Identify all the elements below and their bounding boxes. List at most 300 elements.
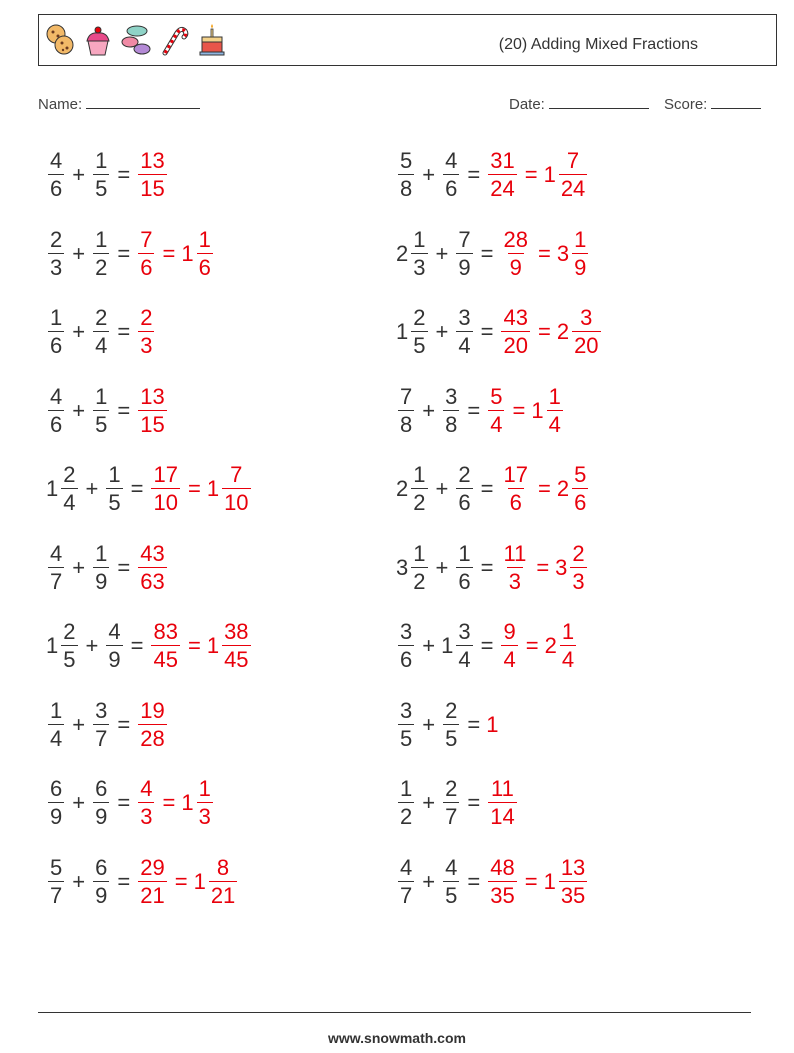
- plus-sign: +: [422, 633, 436, 658]
- addend-b-denominator: 6: [458, 568, 471, 594]
- answer-improper-numerator: 83: [153, 619, 178, 644]
- addend-b-denominator: 4: [458, 647, 471, 672]
- answer-improper-fraction: [151, 464, 179, 514]
- addend-b-mixed-number: [441, 854, 461, 908]
- answer-simplified-whole: 1: [543, 162, 556, 187]
- addend-a-denominator: 2: [400, 804, 413, 829]
- name-label: Name:: [38, 96, 83, 113]
- problem-4: [396, 224, 590, 284]
- answer-improper-numerator: 11: [503, 540, 527, 566]
- addend-a-mixed-number: [396, 778, 416, 828]
- answer-improper-fraction: [138, 383, 166, 437]
- answer-simplified-numerator: 1: [548, 383, 561, 409]
- addend-b-fraction: [443, 778, 459, 828]
- answer-simplified-mixed-number: [543, 854, 590, 908]
- addend-a-mixed-number: [396, 383, 416, 437]
- cupcake-icon: [83, 23, 113, 57]
- addend-a-denominator: 7: [50, 882, 63, 908]
- addend-b-fraction: [456, 307, 472, 357]
- addend-a-fraction: [48, 778, 64, 828]
- addend-b-denominator: 4: [95, 333, 108, 358]
- answer-equals-sign: =: [162, 790, 176, 815]
- answer-improper-numerator: 4: [140, 776, 153, 801]
- addend-b-fraction: [93, 697, 109, 751]
- addend-b-mixed-number: [454, 464, 474, 514]
- problem-12: [396, 538, 589, 598]
- plus-sign: +: [72, 711, 86, 737]
- answer-simplified-mixed-number: [557, 307, 603, 357]
- addend-b-mixed-number: [441, 697, 461, 751]
- addend-a-fraction: [411, 540, 427, 594]
- answer-simplified-denominator: 3: [572, 568, 585, 594]
- addend-a-numerator: 1: [50, 697, 63, 723]
- addend-a-denominator: 3: [413, 254, 426, 280]
- addend-b-mixed-number: [91, 307, 111, 357]
- problem-11: [46, 538, 169, 598]
- answer: [136, 307, 156, 357]
- answer-improper-fraction: [488, 383, 504, 437]
- answer-equals-sign: =: [524, 162, 538, 187]
- equals-sign: =: [117, 711, 131, 737]
- answer-improper-numerator: 11: [491, 776, 514, 801]
- answer-simplified-numerator: 1: [198, 776, 211, 801]
- problem-6: [396, 302, 603, 362]
- addend-b-denominator: 8: [445, 411, 458, 437]
- answer-improper-denominator: 4: [503, 647, 516, 672]
- answer: [486, 383, 565, 437]
- addend-b-numerator: 1: [95, 226, 108, 252]
- answer-simplified-fraction: [572, 464, 588, 514]
- problem-1: [46, 145, 169, 205]
- addend-b-fraction: [443, 697, 459, 751]
- addend-a-numerator: 1: [400, 776, 413, 801]
- addend-a-numerator: 5: [400, 148, 413, 173]
- answer-simplified-denominator: 6: [574, 490, 587, 515]
- answer-improper-mixed-number: [136, 697, 168, 751]
- plus-sign: +: [435, 240, 449, 266]
- answer-improper-fraction: [138, 854, 166, 908]
- answer-improper-denominator: 20: [503, 333, 528, 358]
- answer: [499, 540, 588, 594]
- addend-a-denominator: 5: [400, 725, 413, 751]
- equals-sign: =: [467, 711, 481, 737]
- answer-improper-mixed-number: [136, 307, 156, 357]
- answer-simplified-whole: 2: [556, 319, 570, 344]
- addend-a-fraction: [48, 150, 64, 200]
- answer-improper-numerator: 19: [140, 697, 165, 723]
- addend-a-fraction: [48, 854, 64, 908]
- addend-a-denominator: 2: [413, 568, 426, 594]
- answer-improper-mixed-number: [136, 383, 168, 437]
- equals-sign: =: [130, 476, 144, 501]
- addend-b-mixed-number: [104, 621, 124, 671]
- addend-b-whole: 1: [441, 633, 454, 658]
- problem-8: [396, 381, 565, 441]
- answer-equals-sign: =: [174, 868, 188, 894]
- answer-simplified-mixed-number: [544, 150, 590, 200]
- problem-18: [396, 773, 519, 833]
- problem-16: [396, 695, 498, 755]
- answer-improper-numerator: 13: [140, 383, 165, 409]
- answer-simplified-denominator: 10: [224, 490, 249, 515]
- name-blank[interactable]: [86, 94, 200, 109]
- plus-sign: +: [435, 476, 449, 501]
- addend-b-denominator: 6: [458, 490, 471, 515]
- answer-improper-fraction: [501, 464, 529, 514]
- equals-sign: =: [467, 162, 481, 187]
- addend-a-numerator: 2: [50, 226, 63, 252]
- answer-improper-denominator: 6: [140, 254, 153, 280]
- answer-improper-mixed-number: [499, 464, 531, 514]
- addend-a-denominator: 8: [400, 176, 413, 201]
- problem-19: [46, 852, 239, 912]
- addend-b-fraction: [106, 621, 122, 671]
- answer-simplified-whole: 1: [206, 476, 220, 501]
- problem-17: [46, 773, 215, 833]
- addend-b-mixed-number: [91, 383, 111, 437]
- answer-simplified-fraction: [547, 383, 563, 437]
- answer-simplified-numerator: 5: [574, 462, 587, 487]
- answer-improper-fraction: [488, 150, 516, 200]
- addend-a-fraction: [48, 226, 64, 280]
- addend-a-denominator: 4: [50, 725, 63, 751]
- answer: [486, 150, 589, 200]
- answer-simplified-numerator: 13: [560, 854, 586, 880]
- answer-improper-mixed-number: [136, 226, 156, 280]
- answer-equals-sign: =: [537, 476, 551, 501]
- equals-sign: =: [480, 240, 494, 266]
- answer-improper-fraction: [501, 621, 517, 671]
- answer-equals-sign: =: [524, 868, 538, 894]
- answer-improper-numerator: 31: [490, 148, 515, 173]
- addend-a-mixed-number: [396, 697, 416, 751]
- addend-a-numerator: 4: [400, 854, 413, 880]
- addend-a-denominator: 6: [50, 411, 63, 437]
- addend-a-mixed-number: [46, 697, 66, 751]
- addend-a-numerator: 3: [400, 697, 413, 723]
- addend-b-mixed-number: [91, 150, 111, 200]
- footer-url: www.snowmath.com: [328, 1030, 466, 1046]
- plus-sign: +: [72, 240, 86, 266]
- answer-simplified-mixed-number: [181, 226, 215, 280]
- addend-b-denominator: 7: [445, 804, 458, 829]
- answer-improper-fraction: [501, 226, 529, 280]
- addend-b-numerator: 1: [95, 148, 108, 173]
- addend-a-numerator: 1: [413, 462, 426, 487]
- answer-simplified-denominator: 9: [574, 254, 587, 280]
- equals-sign: =: [117, 240, 131, 266]
- addend-b-numerator: 3: [458, 619, 471, 644]
- answer-simplified-denominator: 6: [198, 254, 211, 280]
- answer-equals-sign: =: [537, 319, 551, 344]
- addend-b-denominator: 4: [458, 333, 471, 358]
- answer-improper-fraction: [138, 307, 154, 357]
- addend-b-mixed-number: [454, 226, 474, 280]
- cookies-icon: [45, 23, 75, 57]
- equals-sign: =: [480, 554, 494, 580]
- answer-simplified-mixed-number: [556, 226, 591, 280]
- addend-b-denominator: 9: [108, 647, 121, 672]
- addend-a-denominator: 7: [400, 882, 413, 908]
- addend-a-numerator: 4: [50, 148, 63, 173]
- problem-2: [396, 145, 589, 205]
- addend-b-numerator: 4: [445, 148, 458, 173]
- answer-whole: 1: [486, 711, 499, 737]
- addend-b-fraction: [93, 854, 109, 908]
- footer-divider: [38, 1012, 751, 1013]
- answer-simplified-denominator: 20: [574, 333, 599, 358]
- addend-b-denominator: 9: [95, 882, 108, 908]
- plus-sign: +: [72, 554, 86, 580]
- answer-simplified-fraction: [222, 621, 250, 671]
- addend-b-numerator: 3: [95, 697, 108, 723]
- answer-simplified-fraction: [209, 854, 237, 908]
- answer-simplified-fraction: [197, 226, 213, 280]
- answer-improper-denominator: 21: [140, 882, 165, 908]
- answer-simplified-denominator: 4: [561, 647, 575, 672]
- worksheet-title: (20) Adding Mixed Fractions: [498, 36, 698, 53]
- answer-improper-numerator: 13: [140, 148, 165, 173]
- addend-a-numerator: 4: [50, 383, 63, 409]
- equals-sign: =: [117, 790, 131, 815]
- answer-simplified-numerator: 3: [580, 305, 593, 330]
- answer-improper-numerator: 17: [503, 462, 528, 487]
- addend-a-fraction: [61, 621, 77, 671]
- addend-b-mixed-number: [441, 383, 461, 437]
- answer-simplified-whole: 1: [206, 633, 220, 658]
- answer-improper-numerator: 43: [503, 305, 528, 330]
- addend-b-numerator: 1: [458, 540, 471, 566]
- plus-sign: +: [72, 790, 86, 815]
- answer-simplified-mixed-number: [555, 540, 589, 594]
- addend-b-numerator: 2: [458, 462, 471, 487]
- addend-b-denominator: 9: [95, 568, 108, 594]
- answer-improper-numerator: 9: [503, 619, 516, 644]
- problem-13: [46, 616, 253, 676]
- answer-improper-mixed-number: [136, 778, 156, 828]
- answer-improper-denominator: 3: [140, 804, 153, 829]
- addend-a-mixed-number: [396, 854, 416, 908]
- addend-a-mixed-number: [46, 854, 66, 908]
- addend-a-mixed-number: [46, 778, 66, 828]
- addend-a-mixed-number: [46, 226, 66, 280]
- answer-improper-denominator: 3: [508, 568, 522, 594]
- answer-improper-denominator: 4: [490, 411, 503, 437]
- addend-b-denominator: 5: [445, 882, 458, 908]
- addend-a-numerator: 1: [413, 226, 426, 252]
- answer-improper-mixed-number: [499, 226, 531, 280]
- answer-improper-fraction: [138, 226, 154, 280]
- addend-a-mixed-number: [46, 621, 80, 671]
- addend-b-fraction: [93, 307, 109, 357]
- problem-7: [46, 381, 169, 441]
- answer-improper-mixed-number: [499, 307, 531, 357]
- answer: [136, 540, 168, 594]
- answer-simplified-whole: 2: [544, 633, 557, 658]
- equals-sign: =: [130, 633, 144, 658]
- score-field: [664, 94, 761, 113]
- answer-improper-mixed-number: [486, 778, 518, 828]
- addend-a-mixed-number: [396, 464, 430, 514]
- addend-b-numerator: 6: [95, 776, 108, 801]
- answer-equals-sign: =: [187, 633, 201, 658]
- answer-improper-numerator: 2: [140, 305, 153, 330]
- addend-a-numerator: 1: [50, 305, 63, 330]
- answer-improper-denominator: 28: [140, 725, 165, 751]
- addend-b-denominator: 5: [108, 490, 121, 515]
- answer-simplified-whole: 3: [555, 554, 568, 580]
- plus-sign: +: [85, 476, 99, 501]
- answer-simplified-denominator: 3: [198, 804, 211, 829]
- answer-simplified-denominator: 35: [560, 882, 586, 908]
- answer-simplified-numerator: 8: [216, 854, 230, 880]
- addend-a-fraction: [398, 383, 414, 437]
- answer-simplified-numerator: 1: [561, 619, 575, 644]
- plus-sign: +: [422, 711, 436, 737]
- addend-a-fraction: [398, 621, 414, 671]
- plus-sign: +: [435, 319, 449, 344]
- answer: [136, 697, 168, 751]
- answer-improper-fraction: [138, 540, 166, 594]
- answer-simplified-mixed-number: [207, 621, 253, 671]
- addend-a-numerator: 7: [400, 383, 413, 409]
- date-label: Date:: [509, 96, 545, 113]
- addend-b-fraction: [456, 540, 472, 594]
- answer-simplified-mixed-number: [207, 464, 253, 514]
- addend-a-denominator: 7: [50, 568, 63, 594]
- equals-sign: =: [117, 554, 131, 580]
- answer-simplified-mixed-number: [557, 464, 591, 514]
- answer-equals-sign: =: [537, 240, 551, 266]
- addend-a-mixed-number: [46, 540, 66, 594]
- plus-sign: +: [422, 868, 436, 894]
- plus-sign: +: [85, 633, 99, 658]
- answer-simplified-whole: 2: [556, 476, 570, 501]
- plus-sign: +: [72, 868, 86, 894]
- answer-simplified-whole: 1: [543, 868, 556, 894]
- addend-b-mixed-number: [441, 150, 461, 200]
- addend-a-mixed-number: [46, 383, 66, 437]
- answer: [499, 226, 590, 280]
- addend-a-whole: 1: [396, 319, 409, 344]
- problem-9: [46, 459, 253, 519]
- answer: [486, 854, 589, 908]
- answer-improper-denominator: 15: [140, 411, 165, 437]
- answer-simplified-numerator: 38: [224, 619, 249, 644]
- addend-a-denominator: 6: [400, 647, 413, 672]
- addend-b-numerator: 6: [95, 854, 108, 880]
- answer-improper-fraction: [138, 697, 166, 751]
- answer: [136, 383, 168, 437]
- plus-sign: +: [422, 790, 436, 815]
- addend-b-numerator: 2: [445, 776, 458, 801]
- answer-simplified-fraction: [570, 540, 586, 594]
- answer: [136, 226, 215, 280]
- answer-simplified-whole: 1: [531, 397, 544, 423]
- answer-simplified-mixed-number: [531, 383, 565, 437]
- addend-b-fraction: [93, 540, 109, 594]
- answer-improper-mixed-number: [499, 621, 519, 671]
- equals-sign: =: [117, 397, 131, 423]
- addend-a-denominator: 2: [413, 490, 426, 515]
- addend-b-fraction: [93, 226, 109, 280]
- answer-improper-denominator: 3: [140, 333, 153, 358]
- answer-simplified-numerator: 7: [566, 148, 580, 173]
- answer-improper-numerator: 43: [140, 540, 165, 566]
- answer-simplified-numerator: 1: [574, 226, 587, 252]
- answer-simplified-fraction: [572, 307, 600, 357]
- addend-a-numerator: 4: [50, 540, 63, 566]
- date-blank[interactable]: [549, 94, 649, 109]
- equals-sign: =: [117, 868, 131, 894]
- addend-a-fraction: [48, 307, 64, 357]
- answer-equals-sign: =: [536, 554, 550, 580]
- score-blank[interactable]: [711, 94, 761, 109]
- addend-a-mixed-number: [396, 540, 430, 594]
- macarons-icon: [121, 23, 151, 57]
- addend-b-denominator: 5: [445, 725, 458, 751]
- addend-a-denominator: 5: [413, 333, 426, 358]
- plus-sign: +: [422, 397, 436, 423]
- addend-a-numerator: 2: [63, 462, 76, 487]
- answer: [149, 464, 252, 514]
- addend-b-numerator: 7: [458, 226, 471, 252]
- equals-sign: =: [117, 162, 131, 187]
- answer-improper-fraction: [488, 854, 516, 908]
- answer: [486, 778, 518, 828]
- equals-sign: =: [467, 397, 481, 423]
- answer-improper-denominator: 24: [490, 176, 515, 201]
- answer-improper-denominator: 15: [140, 176, 165, 201]
- answer-improper-mixed-number: [486, 150, 518, 200]
- addend-b-numerator: 1: [108, 462, 121, 487]
- addend-b-mixed-number: [454, 540, 474, 594]
- problem-3: [46, 224, 215, 284]
- answer-simplified-mixed-number: [181, 778, 215, 828]
- answer-simplified-fraction: [197, 778, 213, 828]
- addend-b-fraction: [443, 854, 459, 908]
- answer-simplified-fraction: [560, 621, 576, 671]
- answer-improper-mixed-number: [149, 464, 181, 514]
- equals-sign: =: [467, 868, 481, 894]
- answer-equals-sign: =: [162, 240, 176, 266]
- answer-improper-numerator: 29: [140, 854, 165, 880]
- answer: [136, 854, 239, 908]
- answer-simplified-denominator: 21: [210, 882, 236, 908]
- addend-a-whole: 3: [396, 554, 409, 580]
- answer-simplified-whole: 3: [556, 240, 570, 266]
- addend-a-fraction: [48, 540, 64, 594]
- addend-a-denominator: 9: [50, 804, 63, 829]
- answer-simplified-fraction: [572, 226, 588, 280]
- answer-improper-fraction: [501, 540, 528, 594]
- addend-a-numerator: 1: [413, 540, 426, 566]
- candy-cane-icon: [159, 23, 189, 57]
- addend-b-denominator: 7: [95, 725, 108, 751]
- addend-a-denominator: 4: [63, 490, 76, 515]
- answer-improper-denominator: 9: [509, 254, 522, 280]
- answer-improper-mixed-number: [486, 383, 506, 437]
- addend-b-fraction: [93, 778, 109, 828]
- plus-sign: +: [435, 554, 449, 580]
- addend-a-denominator: 5: [63, 647, 76, 672]
- answer-improper-mixed-number: [136, 150, 168, 200]
- addend-a-fraction: [398, 150, 414, 200]
- plus-sign: +: [422, 162, 436, 187]
- answer-improper-numerator: 17: [153, 462, 178, 487]
- answer-simplified-fraction: [222, 464, 250, 514]
- answer-improper-mixed-number: [486, 854, 518, 908]
